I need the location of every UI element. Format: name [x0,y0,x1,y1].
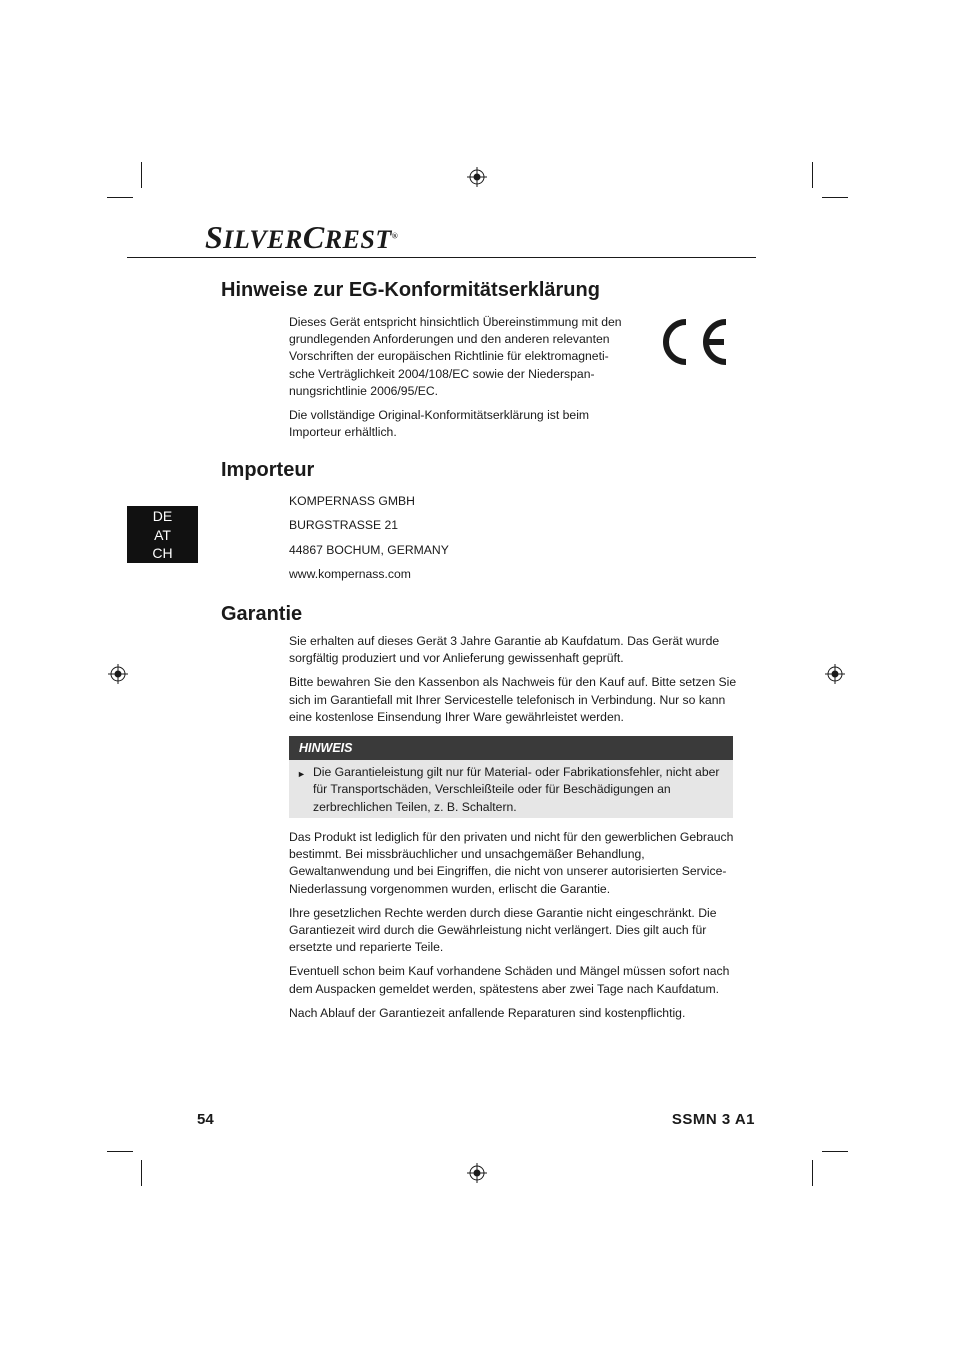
crop-mark [812,162,813,188]
crop-mark [822,197,848,198]
model-number: SSMN 3 A1 [671,1111,755,1128]
warranty-text-intro [289,633,737,733]
crop-mark [141,1160,142,1186]
page-number: 54 [197,1111,214,1128]
language-tab [127,506,198,563]
registration-mark-icon [825,664,845,684]
address-line: 44867 BOCHUM, GERMANY [289,542,449,557]
website-link[interactable]: www.kompernass.com [289,566,411,581]
notice-header: HINWEIS [289,736,733,760]
language-code: DE [152,508,173,524]
header-rule [127,257,756,258]
notice-body [289,760,733,818]
language-code: CH [152,545,173,561]
silvercrest-logo: SILVERCREST® [205,219,399,255]
conformity-text [289,314,624,448]
paragraph: Das Produkt ist lediglich für den privaten und nicht für den gewerblichen Gebrauch bestimmt. Bei missbräuchlicher und unsachgemäßer Behandlung, Gewaltanwendung und bei Eingriffen, die nicht von unserer autorisierten Service-Niederlassung vorgenommen wurden, erlischt die Garantie. [289,830,734,896]
paragraph: Nach Ablauf der Garantiezeit anfallende Reparaturen sind kostenpflichtig. [289,1005,686,1020]
crop-mark [107,1151,133,1152]
notice-text: Die Garantieleistung gilt nur für Material- oder Fabrikationsfehler, nicht aber für Transportschäden, Verschleißteile oder für Beschädigungen an zerbrechlichen Teilen, z. B. Schaltern. [313,765,720,814]
paragraph: Die vollständige Original-Konformitätserklärung ist beim Importeur erhältlich. [289,408,590,440]
address-line: KOMPERNASS GMBH [289,494,415,508]
section-title-importer: Importeur [221,459,315,481]
registration-mark-icon [467,167,487,187]
paragraph: Ihre gesetzlichen Rechte werden durch diese Garantie nicht eingeschränkt. Die Garantiezeit wird durch die Gewährleistung nicht verlängert. Dies gilt auch für ersetzte und reparierte Teile. [289,905,717,955]
importer-address [289,489,449,586]
language-code: AT [154,526,171,543]
paragraph: Dieses Gerät entspricht hinsichtlich Übereinstimmung mit den grundlegenden Anforderungen und den anderen relevanten Vorschriften der europäischen Richtlinie für elektromagneti-sche Verträglichkeit 2004/108/EC sowie der Niederspan-nungsrichtlinie 2006/95/EC. [289,315,622,398]
section-title-warranty: Garantie [221,603,303,625]
arrow-right-icon: ► [297,769,306,779]
registration-mark-icon [467,1163,487,1183]
paragraph: Eventuell schon beim Kauf vorhandene Schäden und Mängel müssen sofort nach dem Auspacken gemeldet werden, spätestens aber zwei Tage nach Kaufdatum. [289,964,730,996]
section-title-conformity: Hinweise zur EG-Konformitätserklärung [221,279,600,301]
crop-mark [107,197,133,198]
crop-mark [822,1151,848,1152]
warranty-text-details [289,829,737,1029]
paragraph: Sie erhalten auf dieses Gerät 3 Jahre Garantie ab Kaufdatum. Das Gerät wurde sorgfältig produziert und vor Anlieferung gewissenhaft geprüft. [289,634,720,666]
registration-mark-icon [108,664,128,684]
crop-mark [141,162,142,188]
paragraph: Bitte bewahren Sie den Kassenbon als Nachweis für den Kauf auf. Bitte setzen Sie sich im Garantiefall mit Ihrer Servicestelle telefonisch in Verbindung. Nur so kann eine kostenlose Einsendung Ihrer Ware gewährleistet werden. [289,675,737,724]
address-line: BURGSTRASSE 21 [289,518,399,533]
ce-mark-icon [656,316,728,368]
crop-mark [812,1160,813,1186]
